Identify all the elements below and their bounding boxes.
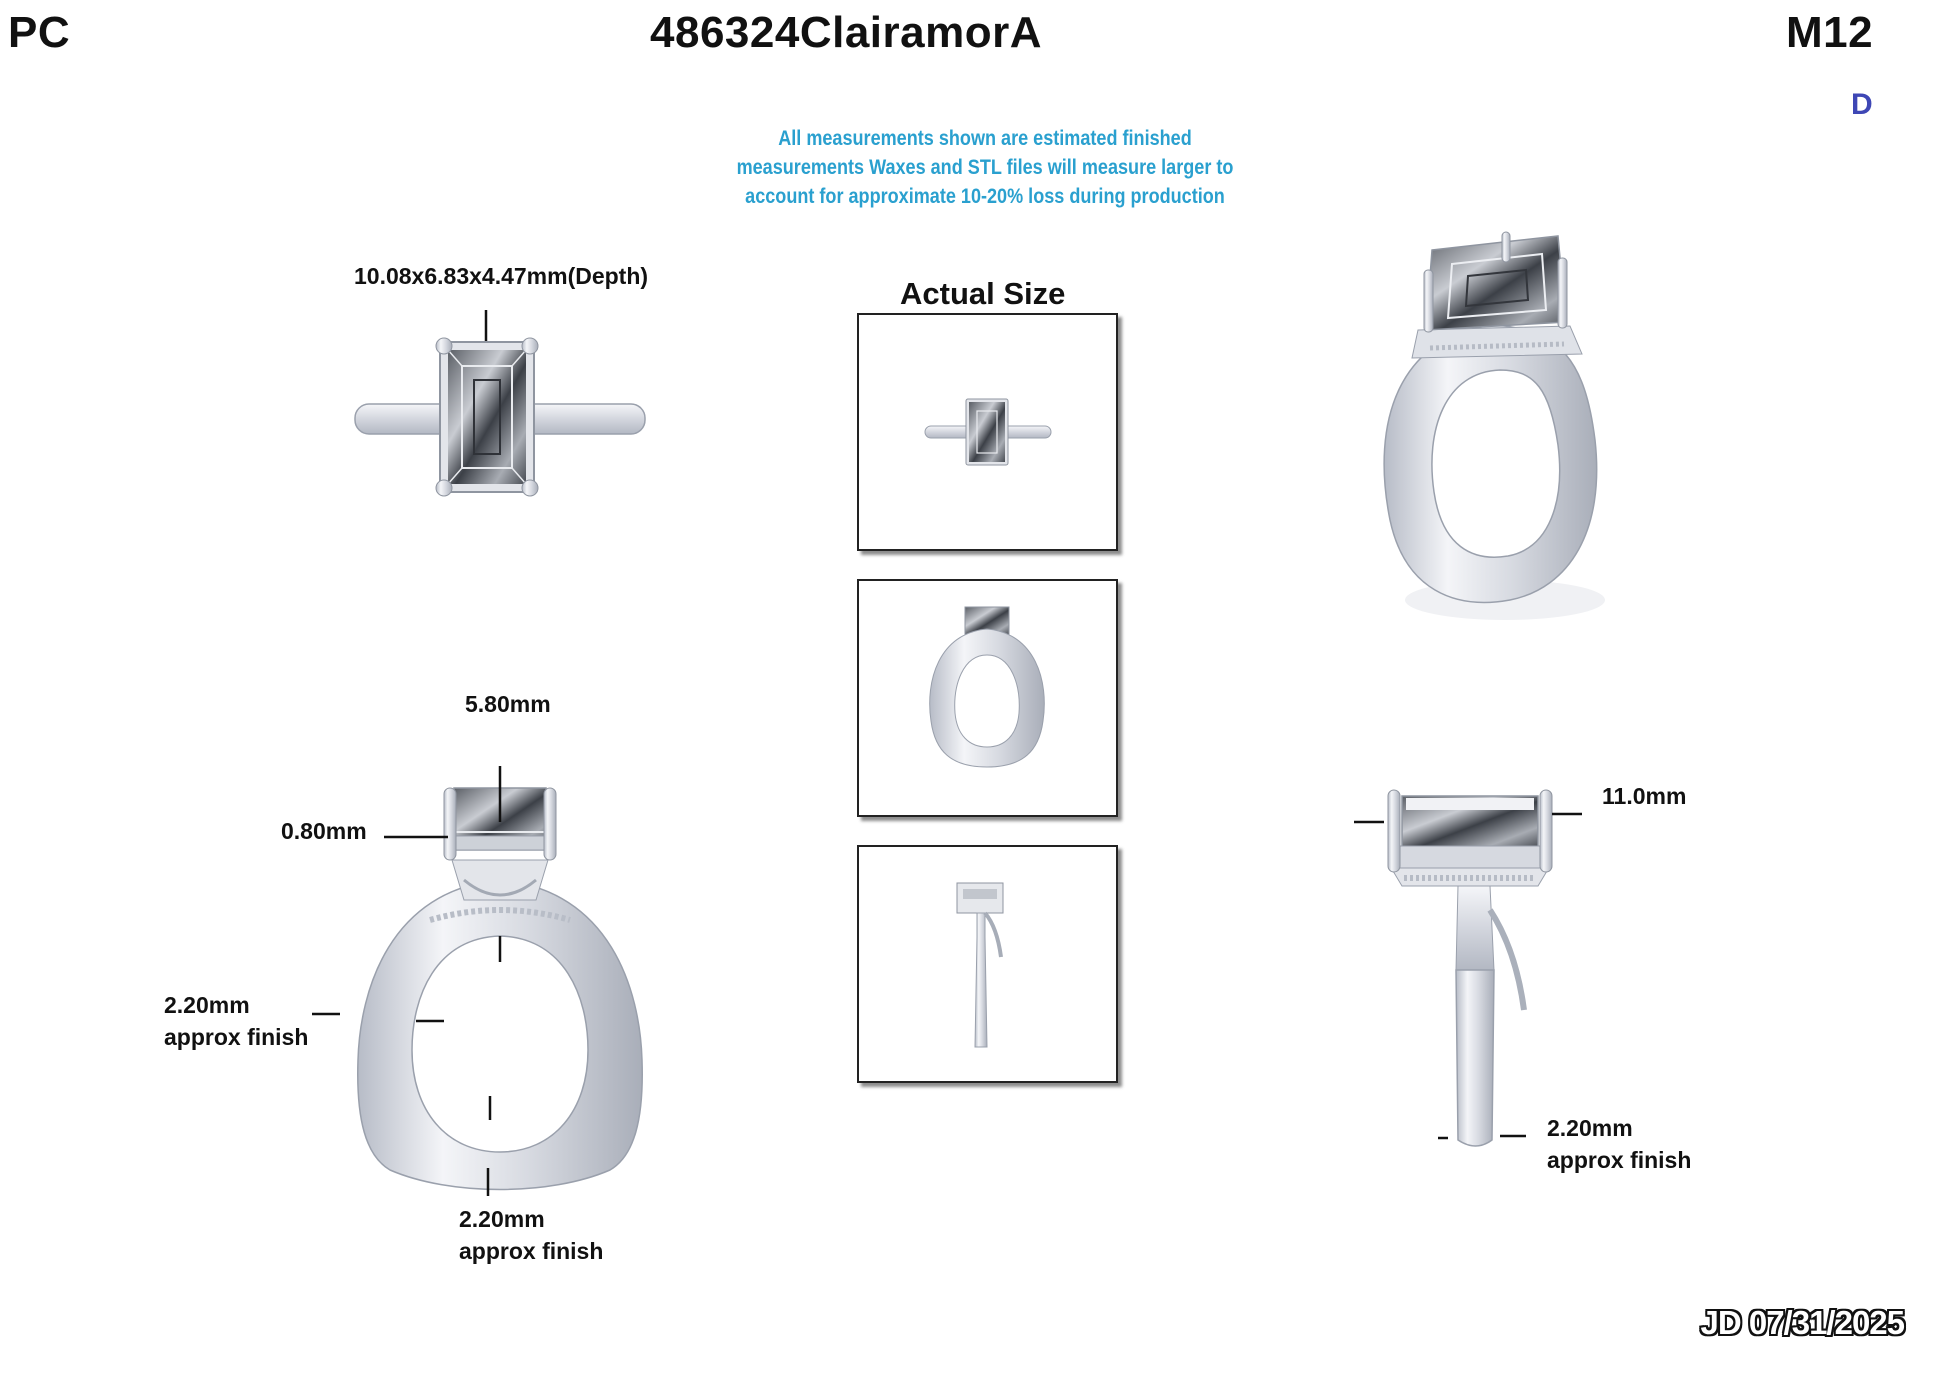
side-thickness-value: 2.20mm: [164, 992, 250, 1018]
bottom-thickness-label: [459, 1203, 603, 1267]
bottom-thickness-value: 2.20mm: [459, 1206, 545, 1232]
prong-label: 0.80mm: [281, 818, 367, 844]
head-width-label: 5.80mm: [465, 691, 551, 717]
designer-date-stamp: JD 07/31/2025: [1700, 1304, 1904, 1341]
measurement-notice: [688, 124, 1281, 211]
actual-size-top-box: [857, 313, 1118, 551]
notice-line-3: account for approximate 10-20% loss during production: [745, 185, 1225, 208]
actual-size-front-ring: [859, 581, 1116, 815]
actual-size-side-ring: [859, 847, 1116, 1081]
profile-width-note: approx finish: [1547, 1147, 1692, 1173]
stone-dimension-label: 10.08x6.83x4.47mm(Depth): [354, 263, 649, 289]
ring-side-view: [1340, 780, 1600, 1160]
height-label: 11.0mm: [1602, 783, 1687, 809]
ring-size: M12: [1786, 8, 1874, 57]
notice-line-1: All measurements shown are estimated finished: [778, 127, 1192, 150]
notice-line-2: measurements Waxes and STL files will measure larger to: [736, 156, 1234, 179]
page-title: 486324ClairamorA: [650, 8, 1043, 57]
actual-size-label: Actual Size: [900, 276, 1066, 311]
left-code: PC: [8, 8, 71, 57]
bottom-thickness-note: approx finish: [459, 1238, 604, 1264]
ring-perspective-view: [1360, 230, 1630, 650]
ring-front-view: [300, 760, 680, 1210]
actual-size-top-ring: [859, 315, 1116, 549]
profile-width-value: 2.20mm: [1547, 1115, 1633, 1141]
side-thickness-note: approx finish: [164, 1024, 309, 1050]
side-thickness-label: [164, 989, 308, 1053]
actual-size-front-box: [857, 579, 1118, 817]
revision-letter: D: [1851, 88, 1873, 121]
ring-top-view: [340, 300, 660, 510]
actual-size-side-box: [857, 845, 1118, 1083]
